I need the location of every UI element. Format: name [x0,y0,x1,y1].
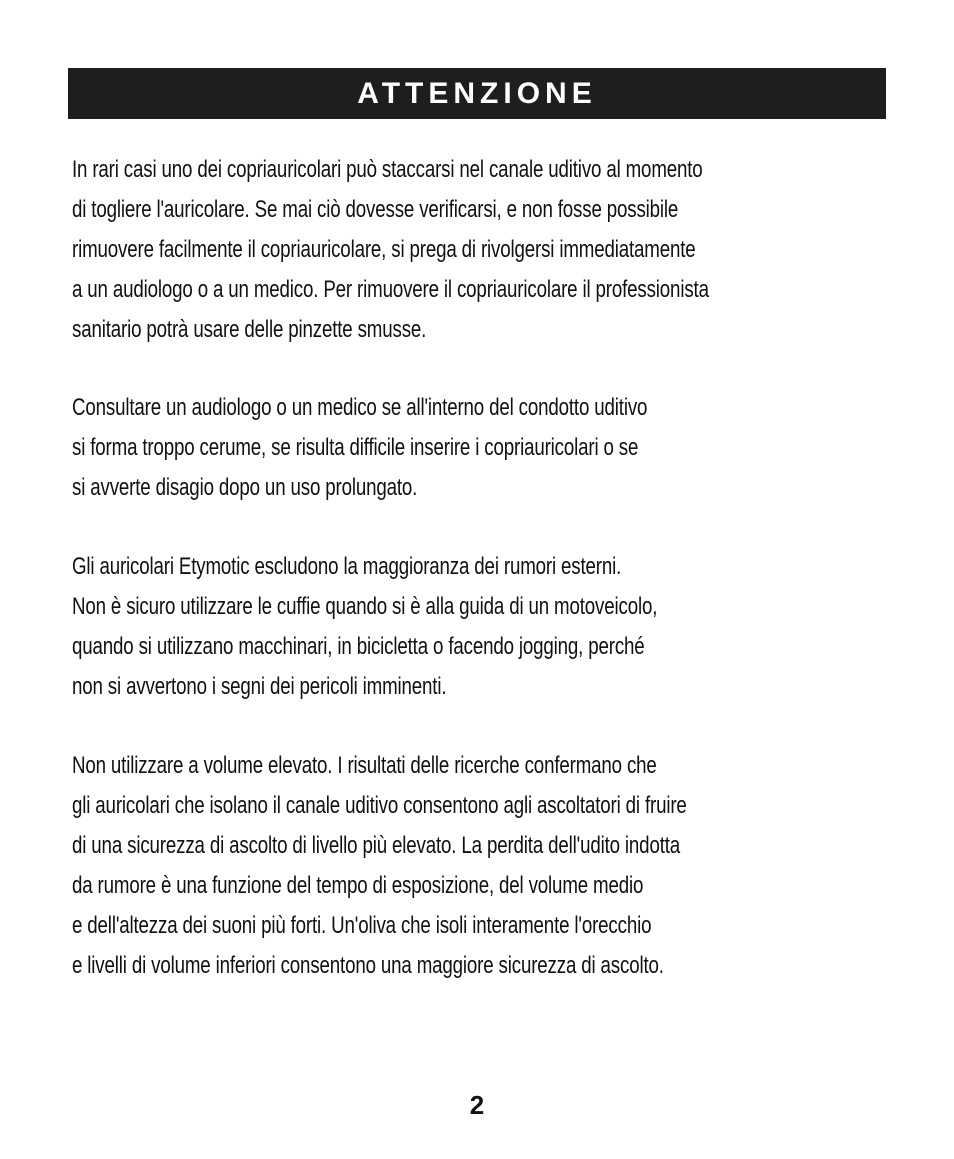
paragraph-consult-audiologist [72,388,647,508]
paragraph-external-noise [72,547,657,707]
paragraph-line: quando si utilizzano macchinari, in bicicletta o facendo jogging, perché [72,633,645,660]
warning-title: ATTENZIONE [357,76,597,110]
paragraph-line: si forma troppo cerume, se risulta difficile inserire i copriauricolari o se [72,434,639,461]
paragraph-line: e livelli di volume inferiori consentono una maggiore sicurezza di ascolto. [72,952,664,979]
paragraph-line: rimuovere facilmente il copriauricolare, si prega di rivolgersi immediatamente [72,236,696,263]
paragraph-line: si avverte disagio dopo un uso prolungato. [72,474,418,501]
paragraph-earpiece-detach [72,150,709,350]
paragraph-line: di togliere l'auricolare. Se mai ciò dovesse verificarsi, e non fosse possibile [72,196,679,223]
paragraph-line: di una sicurezza di ascolto di livello più elevato. La perdita dell'udito indotta [72,832,681,859]
paragraph-line: e dell'altezza dei suoni più forti. Un'oliva che isoli interamente l'orecchio [72,912,652,939]
paragraph-line: a un audiologo o a un medico. Per rimuovere il copriauricolare il professionista [72,276,709,303]
paragraph-line: Consultare un audiologo o un medico se all'interno del condotto uditivo [72,394,648,421]
paragraph-volume-warning [72,746,687,986]
paragraph-line: sanitario potrà usare delle pinzette smusse. [72,316,427,343]
paragraph-line: non si avvertono i segni dei pericoli imminenti. [72,673,447,700]
warning-header-bar [68,68,886,119]
paragraph-line: da rumore è una funzione del tempo di esposizione, del volume medio [72,872,644,899]
paragraph-line: Non utilizzare a volume elevato. I risultati delle ricerche confermano che [72,752,657,779]
paragraph-line: Gli auricolari Etymotic escludono la maggioranza dei rumori esterni. [72,553,622,580]
page-number: 2 [469,1090,485,1120]
paragraph-line: In rari casi uno dei copriauricolari può staccarsi nel canale uditivo al momento [72,156,703,183]
paragraph-line: Non è sicuro utilizzare le cuffie quando si è alla guida di un motoveicolo, [72,593,658,620]
paragraph-line: gli auricolari che isolano il canale uditivo consentono agli ascoltatori di fruire [72,792,687,819]
